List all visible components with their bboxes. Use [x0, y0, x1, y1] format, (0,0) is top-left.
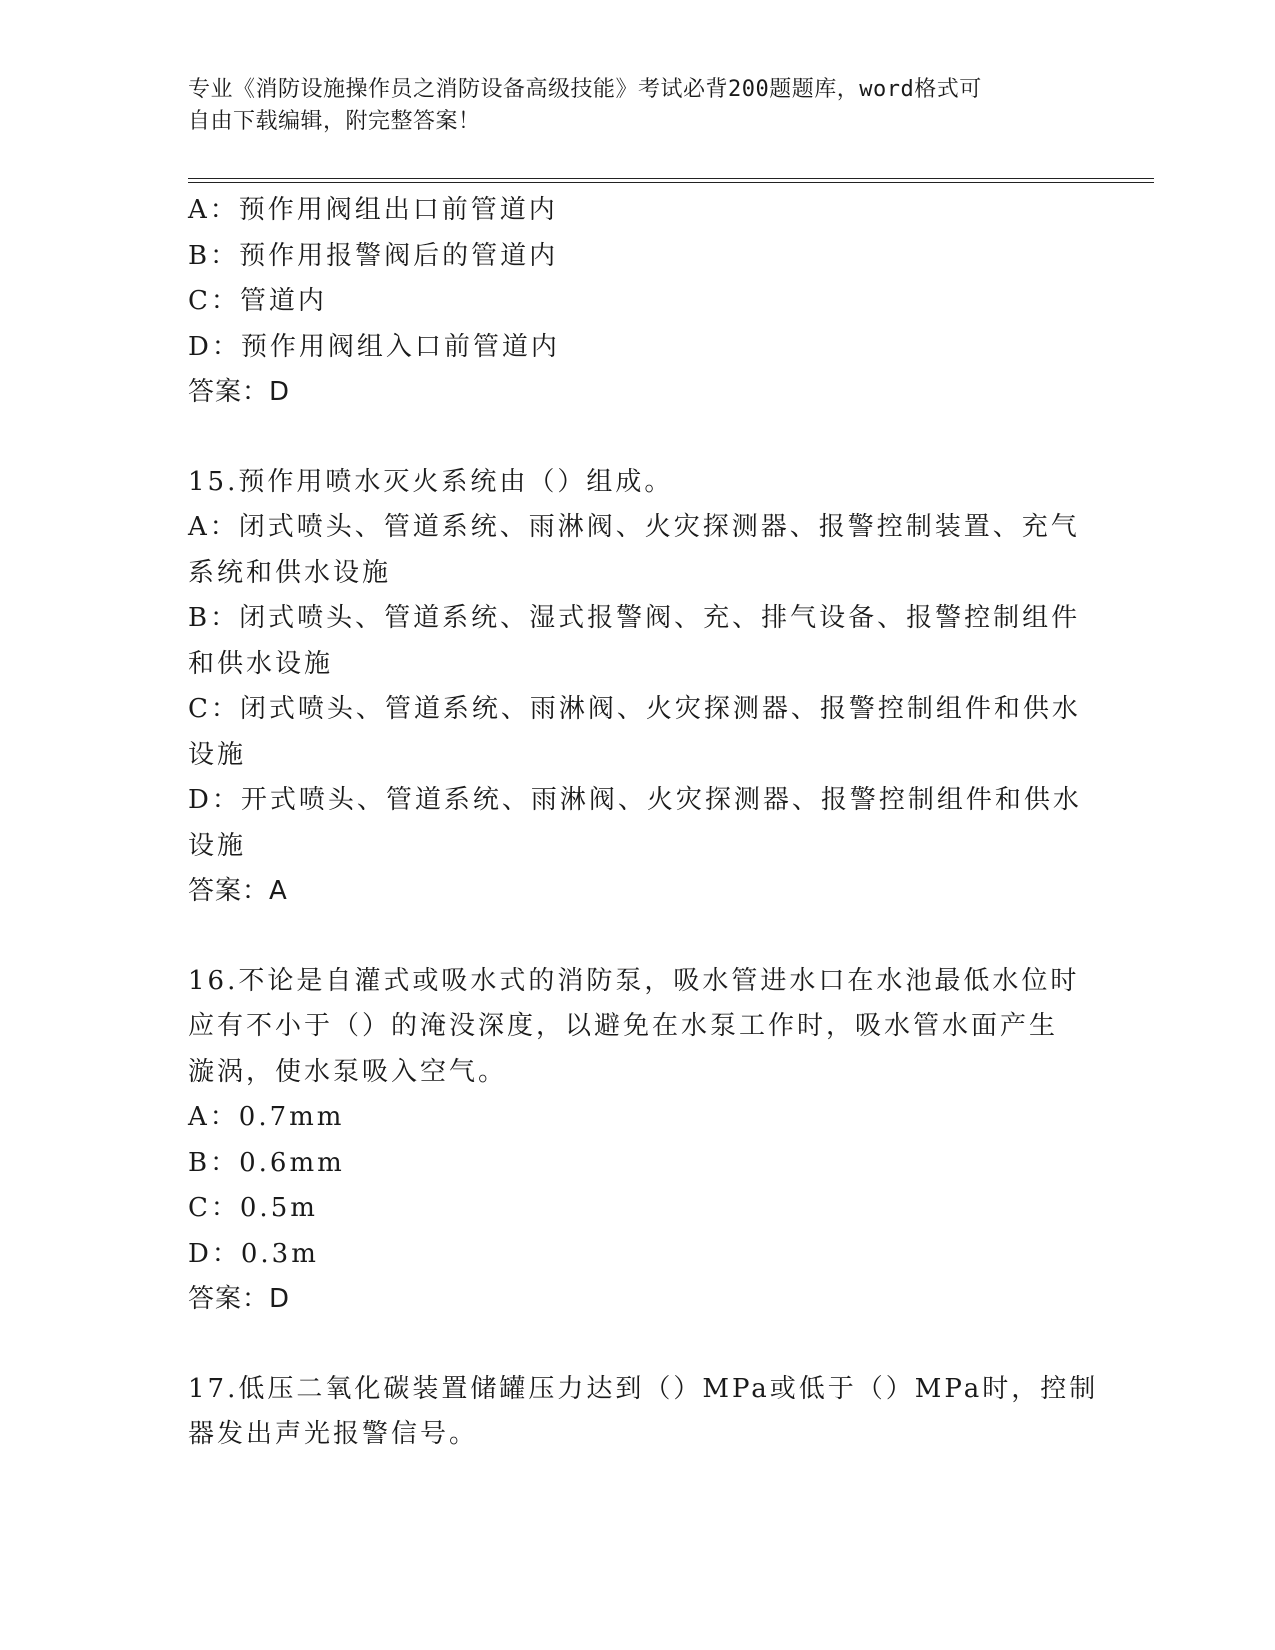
- answer: 答案：D: [188, 377, 291, 407]
- spacer: [188, 915, 1068, 959]
- answer: 答案：D: [188, 1284, 291, 1314]
- option-d: D：预作用阀组入口前管道内: [188, 331, 560, 362]
- option-b: B：闭式喷头、管道系统、湿式报警阀、充、排气设备、报警控制组件: [188, 603, 1081, 633]
- question-14: [188, 188, 1068, 416]
- option-a: A：预作用阀组出口前管道内: [188, 195, 558, 225]
- question-16: [188, 959, 1080, 1323]
- header-line-1: 专业《消防设施操作员之消防设备高级技能》考试必背200题题库，word格式可: [188, 77, 982, 102]
- document-header: [188, 74, 1068, 138]
- question-text-line-1: 17.低压二氧化碳装置储罐压力达到（）MPa或低于（）MPa时，控制: [188, 1373, 1099, 1404]
- answer: 答案：A: [188, 876, 288, 906]
- option-d: D：0.3m: [188, 1238, 319, 1269]
- question-content: [188, 188, 1099, 1458]
- header-divider-bottom: [188, 182, 1154, 183]
- option-c: C：闭式喷头、管道系统、雨淋阀、火灾探测器、报警控制组件和供水: [188, 694, 1081, 724]
- question-text-line-3: 漩涡，使水泵吸入空气。: [188, 1056, 508, 1087]
- question-text-line-2: 应有不小于（）的淹没深度，以避免在水泵工作时，吸水管水面产生: [188, 1011, 1059, 1041]
- option-d: D：开式喷头、管道系统、雨淋阀、火灾探测器、报警控制组件和供水: [188, 785, 1082, 815]
- question-text-line-2: 器发出声光报警信号。: [188, 1419, 479, 1449]
- option-a: A：0.7mm: [188, 1102, 345, 1132]
- option-a: A：闭式喷头、管道系统、雨淋阀、火灾探测器、报警控制装置、充气: [188, 512, 1080, 542]
- header-divider-top: [188, 178, 1154, 179]
- question-15: [188, 460, 1082, 915]
- option-c: C：管道内: [188, 286, 327, 316]
- question-text: 15.预作用喷水灭火系统由（）组成。: [188, 466, 674, 497]
- question-17: [188, 1367, 1099, 1458]
- spacer: [188, 416, 1068, 460]
- option-c: C：0.5m: [188, 1193, 318, 1223]
- option-c-continued: 设施: [188, 739, 247, 770]
- option-a-continued: 系统和供水设施: [188, 557, 392, 588]
- option-d-continued: 设施: [188, 830, 247, 861]
- header-line-2: 自由下载编辑，附完整答案！: [188, 109, 481, 134]
- question-text-line-1: 16.不论是自灌式或吸水式的消防泵，吸水管进水口在水池最低水位时: [188, 965, 1080, 996]
- option-b: B：0.6mm: [188, 1147, 345, 1178]
- option-b-continued: 和供水设施: [188, 648, 334, 679]
- spacer: [188, 1323, 1068, 1367]
- option-b: B：预作用报警阀后的管道内: [188, 240, 559, 271]
